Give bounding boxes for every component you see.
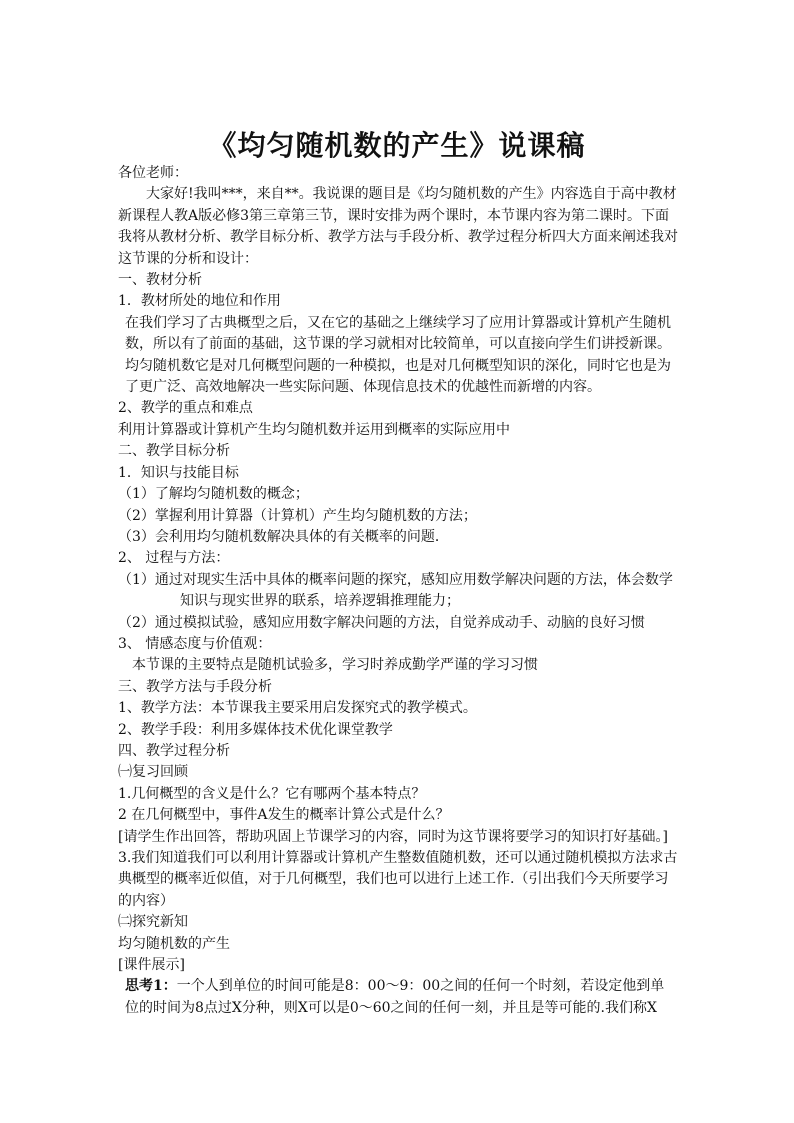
subsection-heading: 3、 情感态度与价值观： [118, 635, 272, 652]
note: [请学生作出回答，帮助巩固上节课学习的内容，同时为这节课将要学习的知识打好基础。] [118, 828, 668, 845]
list-item: （1）了解均匀随机数的概念； [118, 486, 309, 503]
subsection-heading: 2、教学的重点和难点 [118, 400, 253, 417]
question: 1.几何概型的含义是什么？它有哪两个基本特点？ [118, 785, 426, 802]
list-item: （3）会利用均匀随机数解决具体的有关概率的问题． [118, 528, 449, 545]
section-heading: 三、教学方法与手段分析 [118, 678, 272, 695]
paragraph: 在我们学习了古典概型之后，又在它的基础之上继续学习了应用计算器或计算机产生随机数，所以有了前面的基础，这节课的学习就相对比较简单，可以直接向学生们讲授新课。均匀随机数它是对几何概型问题的一种模拟，也是对几何概型知识的深化，同时它也是为了更广泛、高效地解决一些实际问题、体现信息技术的优越性而新增的内容。 [125, 314, 671, 396]
paragraph: 3.我们知道我们可以利用计算器或计算机产生整数值随机数，还可以通过随机模拟方法求古典概型的概率近似值，对于几何概型，我们也可以进行上述工作.（引出我们今天所要学习的内容） [118, 850, 678, 909]
note: [课件展示] [118, 957, 185, 974]
intro-paragraph: 大家好!我叫***，来自**。我说课的题目是《均匀随机数的产生》内容选自于高中教材新课程人教A版必修3第三章第三节，课时安排为两个课时，本节课内容为第二课时。下面我将从教材分析、教学目标分析、教学方法与手段分析、教学过程分析四大方面来阐述我对这节课的分析和设计： [118, 186, 678, 267]
paragraph: 本节课的主要特点是随机试验多，学习时养成勤学严谨的学习习惯 [132, 657, 538, 674]
subsection-heading: ㈡探究新知 [118, 914, 188, 931]
think-label: 思考1： [125, 978, 177, 995]
paragraph: 2、教学手段：利用多媒体技术优化课堂教学 [118, 721, 393, 738]
list-item: （1）通过对现实生活中具体的概率问题的探究，感知应用数学解决问题的方法，体会数学知识与现实世界的联系，培养逻辑推理能力； [118, 571, 673, 610]
list-item: （2）掌握利用计算器（计算机）产生均匀随机数的方法； [118, 507, 477, 524]
section-heading: 二、教学目标分析 [118, 443, 230, 460]
think-text: 一个人到单位的时间可能是8：00～9：00之间的任何一个时刻，若设定他到单位的时间为8点过X分种，则X可以是0～60之间的任何一刻，并且是等可能的.我们称X [125, 978, 665, 1016]
list-item: （2）通过模拟试验，感知应用数字解决问题的方法，自觉养成动手、动脑的良好习惯 [118, 614, 645, 631]
subsection-heading: 1．知识与技能目标 [118, 464, 239, 481]
document-body [118, 163, 678, 1019]
think-paragraph [118, 976, 678, 1019]
greeting: 各位老师： [118, 165, 188, 181]
paragraph: 1、教学方法：本节课我主要采用启发探究式的教学模式。 [118, 700, 477, 717]
subsection-heading: 2、 过程与方法： [118, 550, 230, 567]
section-heading: 一、教材分析 [118, 272, 202, 289]
paragraph: 利用计算器或计算机产生均匀随机数并运用到概率的实际应用中 [118, 421, 510, 438]
subsection-heading: ㈠复习回顾 [118, 764, 188, 781]
section-heading: 四、教学过程分析 [118, 742, 230, 759]
subsection-heading: 1．教材所处的地位和作用 [118, 293, 281, 310]
question: 2 在几何概型中，事件A发生的概率计算公式是什么？ [118, 807, 450, 824]
paragraph: 均匀随机数的产生 [118, 935, 230, 952]
page-title: 《均匀随机数的产生》说课稿 [208, 129, 586, 162]
